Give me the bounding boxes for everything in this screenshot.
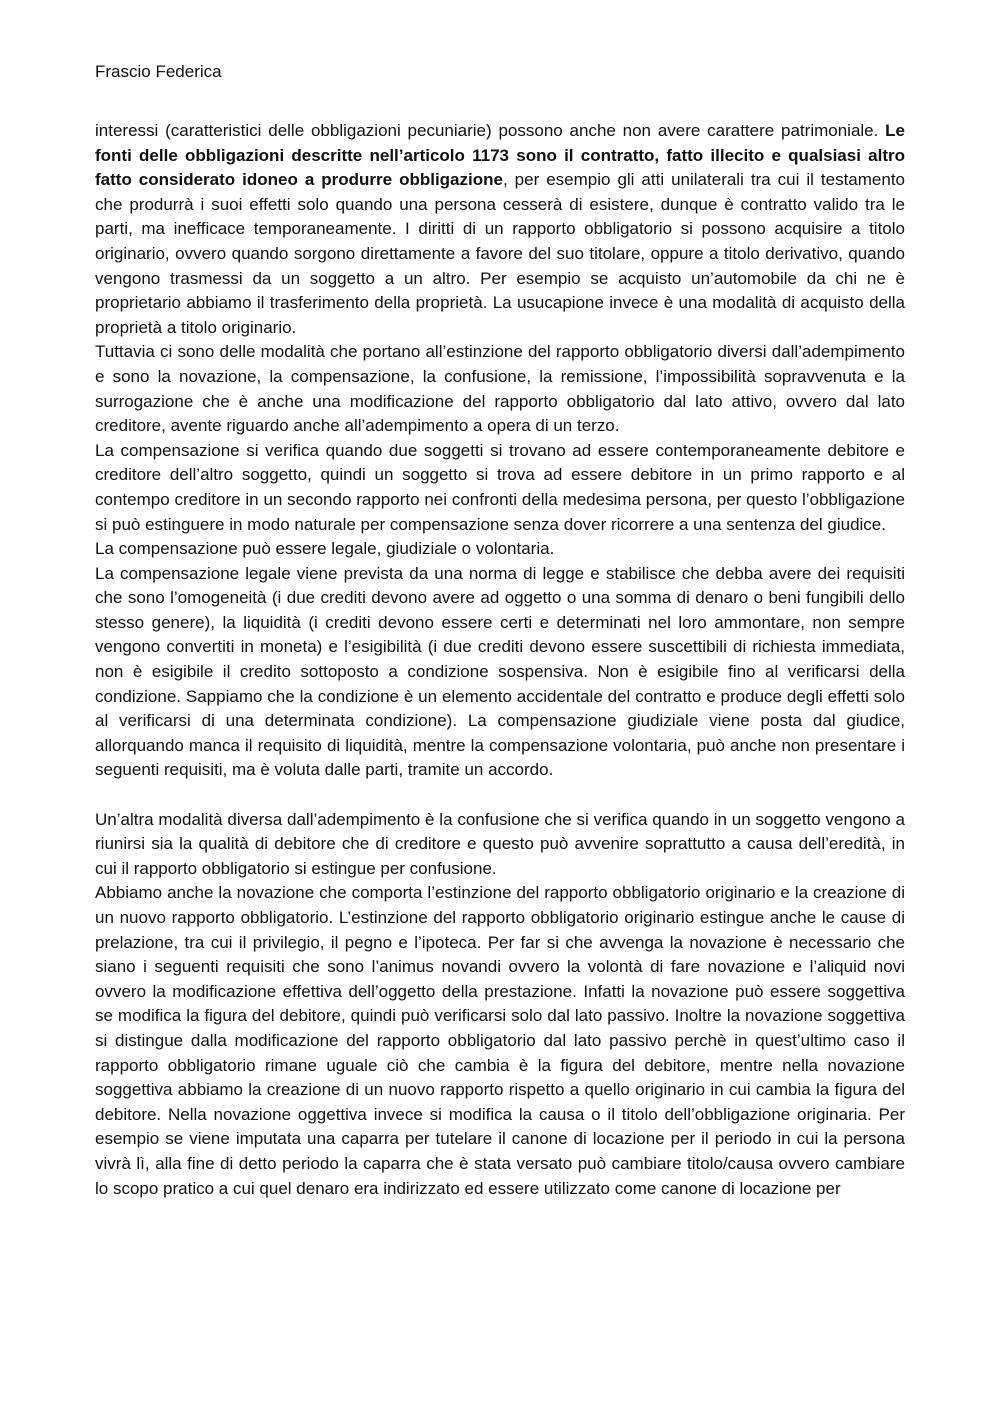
paragraph-1-text-end: , per esempio gli atti unilaterali tra cui il testamento che produrrà i suoi effetti solo quando una persona cesserà di esistere, dunque è contratto valido tra le parti, ma inefficace temporaneamente. I diritti di un rapporto obbligatorio si possono acquisire a titolo originario, ovvero quando sorgono direttamente a favore del suo titolare, oppure a titolo derivativo, quando vengono trasmessi da un soggetto a un altro. Per esempio se acquisto un’automobile da chi ne è proprietario abbiamo il trasferimento della proprietà. La usucapione invece è una modalità di acquisto della proprietà a titolo originario. [95,170,905,337]
paragraph-5: La compensazione legale viene prevista da una norma di legge e stabilisce che debba avere dei requisiti che sono l’omogeneità (i due crediti devono avere ad oggetto o una somma di denaro o beni fungibili dello stesso genere), la liquidità (i crediti devono essere certi e determinati nel loro ammontare, non sempre vengono convertiti in moneta) e l’esigibilità (i due crediti devono essere suscettibili di richiesta immediata, non è esigibile il credito sottoposto a condizione sospensiva. Non è esigibile fino al verificarsi della condizione. Sappiamo che la condizione è un elemento accidentale del contratto e produce degli effetti solo al verificarsi di una determinata condizione). La compensazione giudiziale viene posta dal giudice, allorquando manca il requisito di liquidità, mentre la compensazione volontaria, può anche non presentare i seguenti requisiti, ma è voluta dalle parti, tramite un accordo. [95,563,905,780]
paragraph-4: La compensazione può essere legale, giudiziale o volontaria. [95,539,555,559]
paragraph-2: Tuttavia ci sono delle modalità che portano all’estinzione del rapporto obbligatorio diversi dall’adempimento e sono la novazione, la compensazione, la confusione, la remissione, l’impossibilità sopravvenuta e la surrogazione che è anche una modificazione del rapporto obbligatorio dal lato attivo, ovvero dal lato creditore, avente riguardo anche all’adempimento a opera di un terzo. [95,342,905,436]
paragraph-1-bold-text: Le fonti delle obbligazioni descritte nell’articolo 1173 sono il contratto, fatto illecito e qualsiasi altro fatto considerato idoneo a produrre obbligazione [95,121,905,190]
paragraph-1 [95,119,905,340]
page-header-author: Frascio Federica [95,62,222,81]
paragraph-3: La compensazione si verifica quando due soggetti si trovano ad essere contemporaneamente debitore e creditore dell’altro soggetto, quindi un soggetto si trova ad essere debitore in un primo rapporto e al contempo creditore in un secondo rapporto nei confronti della medesima persona, per questo l’obbligazione si può estinguere in modo naturale per compensazione senza dover ricorrere a una sentenza del giudice. [95,440,905,534]
document-body [95,119,905,1201]
paragraph-6: Un’altra modalità diversa dall’adempimento è la confusione che si verifica quando in un soggetto vengono a riunirsi sia la qualità di debitore che di creditore e questo può avvenire soprattutto a causa dell’eredità, in cui il rapporto obbligatorio si estingue per confusione. [95,809,905,878]
paragraph-7: Abbiamo anche la novazione che comporta l’estinzione del rapporto obbligatorio originario e la creazione di un nuovo rapporto obbligatorio. L’estinzione del rapporto obbligatorio originario estingue anche le cause di prelazione, tra cui il privilegio, il pegno e l’ipoteca. Per far si che avvenga la novazione è necessario che siano i seguenti requisiti che sono l’animus novandi ovvero la volontà di fare novazione e l’aliquid novi ovvero la modificazione effettiva dell’oggetto della prestazione. Infatti la novazione può essere soggettiva se modifica la figura del debitore, quindi può verificarsi solo dal lato passivo. Inoltre la novazione soggettiva si distingue dalla modificazione del rapporto obbligatorio dal lato passivo perchè in quest’ultimo caso il rapporto obbligatorio rimane uguale ciò che cambia è la figura del debitore, mentre nella novazione soggettiva abbiamo la creazione di un nuovo rapporto rispetto a quello originario in cui cambia la figura del debitore. Nella novazione oggettiva invece si modifica la causa o il titolo dell’obbligazione originaria. Per esempio se viene imputata una caparra per tutelare il canone di locazione per il periodo in cui la persona vivrà lì, alla fine di detto periodo la caparra che è stata versato può cambiare titolo/causa ovvero cambiare lo scopo pratico a cui quel denaro era indirizzato ed essere utilizzato come canone di locazione per [95,883,905,1198]
paragraph-1-text-start: interessi (caratteristici delle obbligazioni pecuniarie) possono anche non avere carattere patrimoniale. [95,121,886,140]
